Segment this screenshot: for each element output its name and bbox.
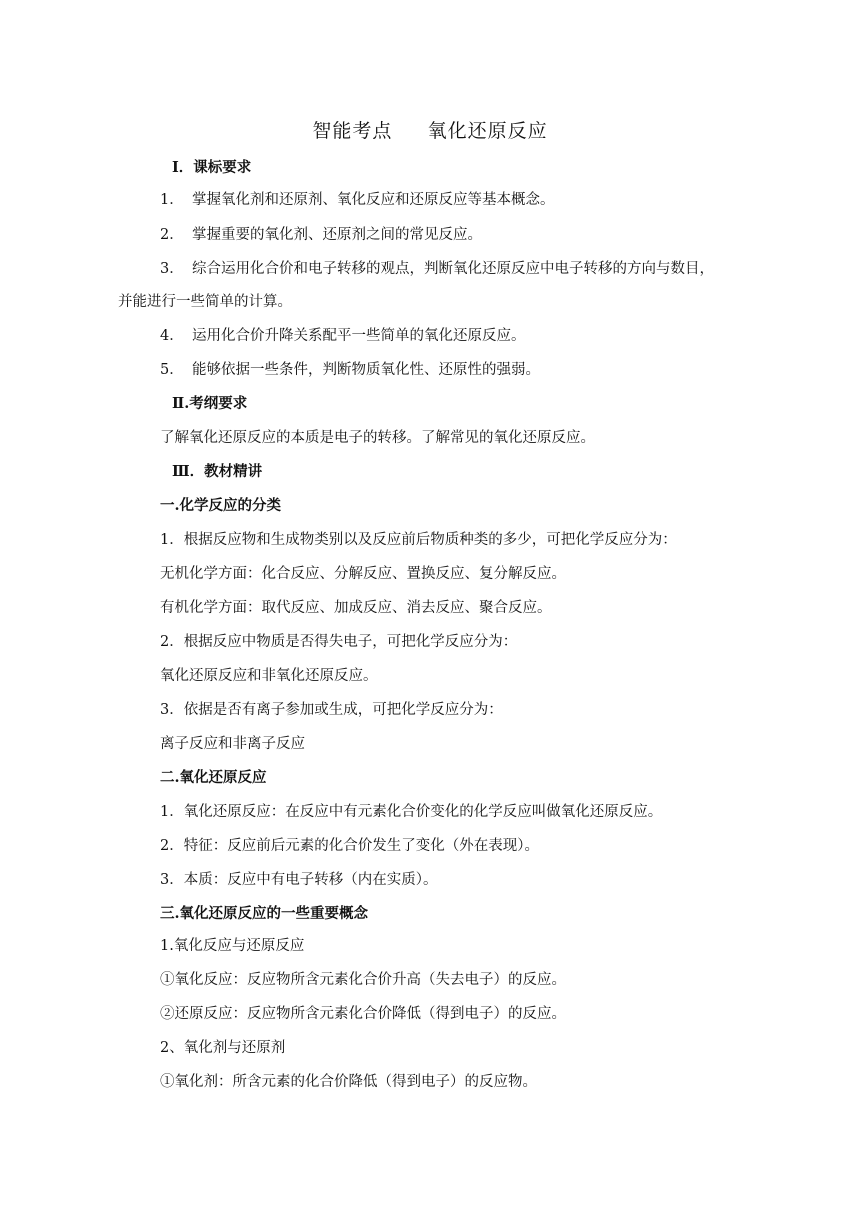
part1-line-7: 离子反应和非离子反应 [160,736,305,752]
item-text: 运用化合价升降关系配平一些简单的氧化还原反应。 [192,328,526,344]
part3-line-5: ①氧化剂：所含元素的化合价降低（得到电子）的反应物。 [160,1074,537,1090]
section1-item-4 [160,326,526,346]
item-text: 掌握重要的氧化剂、还原剂之间的常见反应。 [192,227,482,243]
item-number: 2． [160,227,184,243]
item-number: 4． [160,328,184,344]
section1-item-5 [160,360,540,380]
part2-line-1: 1．氧化还原反应：在反应中有元素化合价变化的化学反应叫做氧化还原反应。 [160,804,663,820]
section1-item-1 [160,190,555,210]
section2-heading: Ⅱ.考纲要求 [172,395,248,412]
section1-heading: Ⅰ．课标要求 [172,159,252,176]
section2-text: 了解氧化还原反应的本质是电子的转移。了解常见的氧化还原反应。 [160,430,595,446]
section3-heading: Ⅲ．教材精讲 [172,463,263,480]
section1-item-3-continuation: 并能进行一些简单的计算。 [118,294,292,310]
part1-line-3: 有机化学方面：取代反应、加成反应、消去反应、聚合反应。 [160,600,552,616]
part2-line-2: 2．特征：反应前后元素的化合价发生了变化（外在表现）。 [160,838,539,854]
section1-item-2 [160,225,482,245]
item-number: 1． [160,192,184,208]
part3-line-4: 2、氧化剂与还原剂 [160,1040,286,1056]
item-text: 能够依据一些条件，判断物质氧化性、还原性的强弱。 [192,362,540,378]
part2-heading: 二.氧化还原反应 [160,769,267,786]
item-number: 3． [160,261,184,277]
part2-line-3: 3．本质：反应中有电子转移（内在实质）。 [160,872,438,888]
page-title: 智能考点 氧化还原反应 [312,120,548,142]
part3-line-1: 1.氧化反应与还原反应 [160,938,305,954]
item-number: 5． [160,362,184,378]
item-text: 综合运用化合价和电子转移的观点，判断氧化还原反应中电子转移的方向与数目， [192,261,714,277]
part1-line-5: 氧化还原反应和非氧化还原反应。 [160,668,378,684]
part1-line-2: 无机化学方面：化合反应、分解反应、置换反应、复分解反应。 [160,566,566,582]
part3-heading: 三.氧化还原反应的一些重要概念 [160,905,369,922]
part1-line-4: 2．根据反应中物质是否得失电子，可把化学反应分为： [160,634,518,650]
part1-heading: 一.化学反应的分类 [160,497,282,514]
part1-line-6: 3．依据是否有离子参加或生成，可把化学反应分为： [160,702,503,718]
part3-line-3: ②还原反应：反应物所含元素化合价降低（得到电子）的反应。 [160,1006,566,1022]
part3-line-2: ①氧化反应：反应物所含元素化合价升高（失去电子）的反应。 [160,972,566,988]
part1-line-1: 1．根据反应物和生成物类别以及反应前后物质种类的多少，可把化学反应分为： [160,532,677,548]
section1-item-3 [160,259,714,279]
item-text: 掌握氧化剂和还原剂、氧化反应和还原反应等基本概念。 [192,192,555,208]
